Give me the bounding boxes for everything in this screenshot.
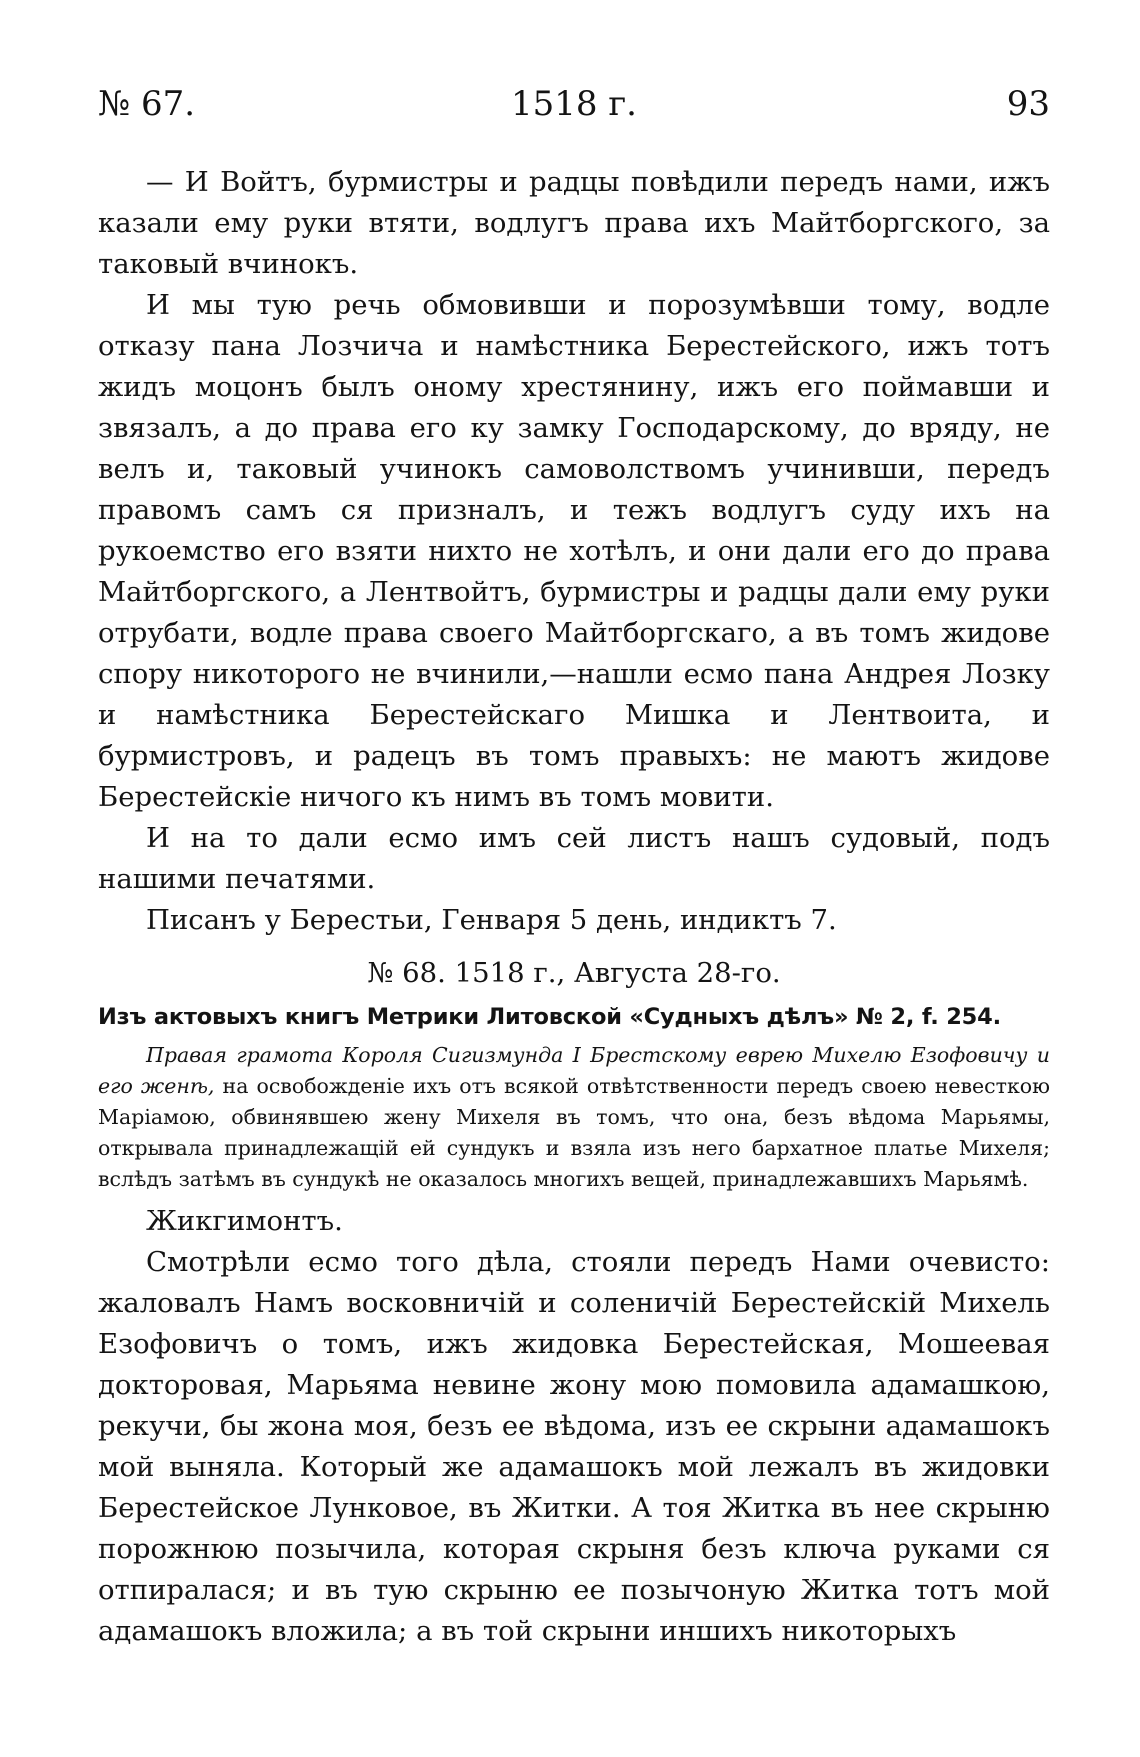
page-number: 93 bbox=[1006, 84, 1050, 124]
doc68-summary-text: на освобожденіе ихъ отъ всякой отвѣтственности передъ своею невесткою Маріамою, обвинявшею жену Михеля въ томъ, что она, безъ вѣдома Марьямы, открывала принадлежащій ей сундукъ и взяла изъ него бархатное платье Михеля; вслѣдъ затѣмъ въ сундукѣ не оказалось многихъ вещей, принадлежавшихъ Марьямѣ. bbox=[98, 1074, 1050, 1191]
doc67-date-line: Писанъ у Берестьи, Генваря 5 день, индиктъ 7. bbox=[146, 904, 837, 936]
doc68-paragraph-1: Смотрѣли есмо того дѣла, стояли передъ Нами очевисто: жаловалъ Намъ восковничій и соленичій Берестейскій Михель Езофовичъ о томъ, ижъ жидовка Берестейская, Мошеевая докторовая, Марьяма невине жону мою помовила адамашкою, рекучи, бы жона моя, безъ ее вѣдома, изъ ее скрыни адамашокъ мой выняла. Который же адамашокъ мой лежалъ въ жидовки Берестейское Лунковое, въ Житки. А тоя Житка въ нее скрыню порожнюю позычила, которая скрыня безъ ключа руками ся отпиралася; и въ тую скрыню ее позычоную Житка тотъ мой адамашокъ вложила; а въ той скрыни иншихъ никоторыхъ bbox=[98, 1246, 1050, 1647]
doc68-summary bbox=[98, 1040, 1050, 1195]
page-header bbox=[98, 84, 1050, 134]
doc68-title: № 68. 1518 г., Августа 28-го. bbox=[367, 957, 781, 989]
doc67-paragraph-3: И на то дали есмо имъ сей листъ нашъ судовый, подъ нашими печатями. bbox=[98, 822, 1050, 895]
doc68-summary-italic: Правая грамота Короля Сигизмунда I Брестскому еврею Михелю Езофовичу и его женѣ, bbox=[98, 1043, 1050, 1098]
page-body bbox=[98, 162, 1050, 1652]
doc68-signature: Жикгимонтъ. bbox=[146, 1205, 343, 1237]
doc67-paragraph-2: И мы тую речь обмовивши и порозумѣвши тому, водле отказу пана Лозчича и намѣстника Берестейского, ижъ тотъ жидъ моцонъ былъ оному хрестянину, ижъ его поймавши и звязалъ, а до права его ку замку Господарскому, до вряду, не велъ и, таковый учинокъ самоволствомъ учинивши, передъ правомъ самъ ся призналъ, и тежъ водлугъ суду ихъ на рукоемство его взяти нихто не хотѣлъ, и они дали его до права Майтборгского, а Лентвойтъ, бурмистры и радцы дали ему руки отрубати, водле права своего Майтборгскаго, а въ томъ жидове спору никоторого не вчинили,—нашли есмо пана Андрея Лозку и намѣстника Берестейскаго Мишка и Лентвоита, и бурмистровъ, и радецъ въ томъ правыхъ: не маютъ жидове Берестейскіе ничого къ нимъ въ томъ мовити. bbox=[98, 289, 1050, 813]
header-document-number: № 67. bbox=[98, 84, 196, 124]
doc68-source: Изъ актовыхъ книгъ Метрики Литовской «Судныхъ дѣлъ» № 2, f. 254. bbox=[98, 1004, 1001, 1030]
doc67-paragraph-1: — И Войтъ, бурмистры и радцы повѣдили передъ нами, ижъ казали ему руки втяти, водлугъ права ихъ Майтборгского, за таковый вчинокъ. bbox=[98, 166, 1050, 280]
header-year: 1518 г. bbox=[511, 84, 637, 124]
